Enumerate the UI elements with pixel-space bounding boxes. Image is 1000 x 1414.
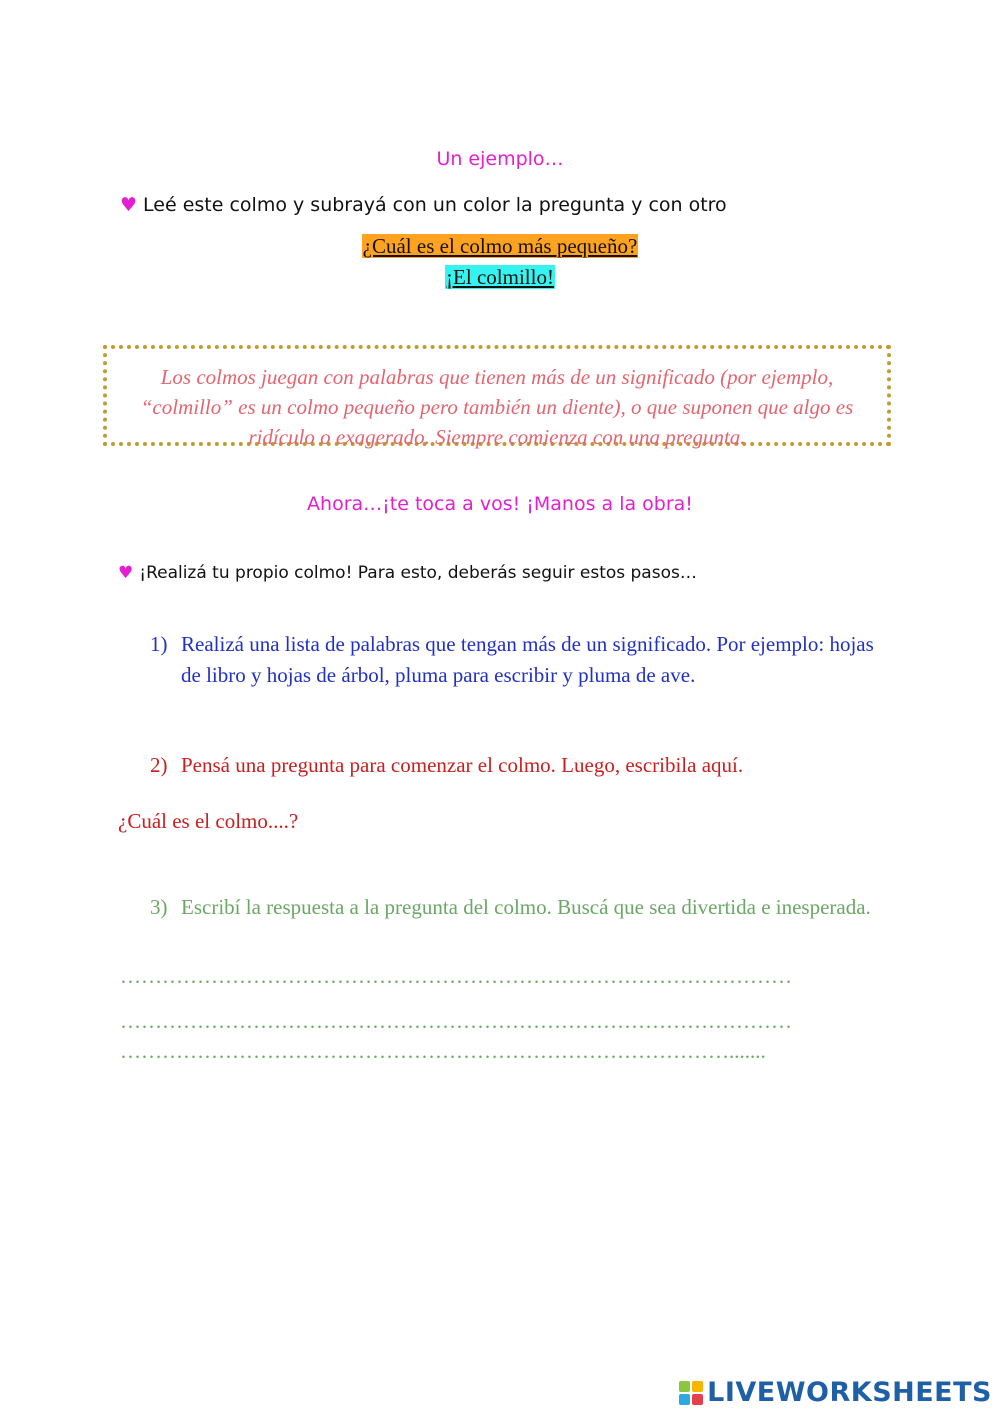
joke-answer-row [0,265,1000,290]
example-heading: Un ejemplo… [436,148,564,170]
step-text: Realizá una lista de palabras que tengan más de un significado. Por ejemplo: hojas de libro y hojas de árbol, pluma para escribir y pluma de ave. [181,632,874,687]
heart-icon: ♥ [120,194,138,216]
joke-question: ¿Cuál es el colmo más pequeño? [362,234,638,258]
instruction-1-text: Leé este colmo y subrayá con un color la pregunta y con otro [143,194,727,216]
question-prompt[interactable]: ¿Cuál es el colmo....? [118,809,299,833]
step-number: 1) [150,632,168,656]
step-text: Escribí la respuesta a la pregunta del colmo. Buscá que sea divertida e inesperada. [181,895,871,919]
answer-line-3[interactable]: ……………………………………………………………………………....... [120,1039,766,1063]
call-to-action: Ahora…¡te toca a vos! ¡Manos a la obra! [307,493,693,515]
step-text: Pensá una pregunta para comenzar el colmo. Luego, escribila aquí. [181,753,744,777]
step-1 [150,629,880,691]
step-2 [150,750,880,781]
answer-line-2[interactable]: …………………………………………………………………………………… [120,1009,792,1033]
logo-mark-icon [679,1381,703,1405]
answer-line-1[interactable]: …………………………………………………………………………………… [120,964,792,988]
heart-icon: ♥ [118,563,134,583]
joke-question-row [0,234,1000,259]
instruction-2 [118,563,697,583]
step-number: 3) [150,895,168,919]
joke-answer: ¡El colmillo! [446,265,554,289]
step-3 [150,892,880,923]
logo-text: LIVEWORKSHEETS [707,1377,992,1408]
instruction-2-text: ¡Realizá tu propio colmo! Para esto, deberás seguir estos pasos… [139,563,697,583]
liveworksheets-logo [679,1377,992,1408]
instruction-1 [120,194,727,216]
info-box: Los colmos juegan con palabras que tienen más de un significado (por ejemplo, “colmillo” es un colmo pequeño pero también un diente), o que suponen que algo es ridículo o exagerado. Siempre comienza con una pregunta. [103,345,891,446]
step-number: 2) [150,753,168,777]
